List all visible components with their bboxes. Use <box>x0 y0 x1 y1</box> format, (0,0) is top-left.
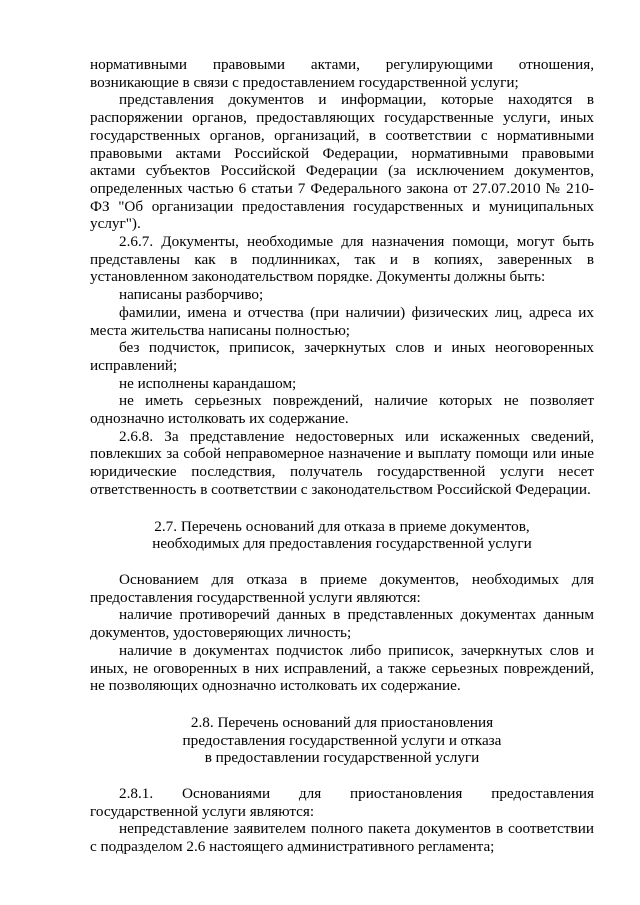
paragraph-2-8-1: 2.8.1. Основаниями для приостановления предоставления государственной услуги являются: <box>90 785 594 820</box>
list-item-no-damage: не иметь серьезных повреждений, наличие которых не позволяет однозначно истолковать их содержание. <box>90 392 594 428</box>
section-heading-2-8-line1: 2.8. Перечень оснований для приостановления <box>190 713 494 731</box>
paragraph-2-6-8: 2.6.8. За представление недостоверных или искаженных сведений, повлекших за собой неправомерное назначение и выплату помощи или иные юридические последствия, получатель государственной услуги несет ответственность в соответствии с законодательством Российской Федерации. <box>90 427 594 498</box>
list-item-not-pencil: не исполнены карандашом; <box>119 374 297 392</box>
list-item-legible: написаны разборчиво; <box>119 286 264 304</box>
list-item-contradictions: наличие противоречий данных в представленных документах данным документов, удостоверяющих личность; <box>90 606 594 642</box>
section-heading-2-7-line2: необходимых для предоставления государственной услуги <box>152 535 532 553</box>
paragraph-documents-info: представления документов и информации, которые находятся в распоряжении органов, предоставляющих государственные услуги, иных государственных органов, организаций, в соответствии с нормативными правовыми актами Российской Федерации, нормативными правовыми актами субъектов Российской Федерации (за исключением документов, определенных частью 6 статьи 7 Федерального закона от 27.07.2010 № 210-ФЗ "Об организации предоставления государственных и муниципальных услуг"). <box>90 91 594 233</box>
document-page <box>90 56 594 856</box>
list-item-full-names: фамилии, имена и отчества (при наличии) физических лиц, адреса их места жительства написаны полностью; <box>90 303 594 339</box>
section-heading-2-8-line3: в предоставлении государственной услуги <box>204 749 480 767</box>
list-item-no-erasures: без подчисток, приписок, зачеркнутых слов и иных неоговоренных исправлений; <box>90 339 594 374</box>
paragraph-2-6-7: 2.6.7. Документы, необходимые для назначения помощи, могут быть представлены как в подлинниках, так и в копиях, заверенных в установленном законодательством порядке. Документы должны быть: <box>90 233 594 286</box>
list-item-incomplete-package: непредставление заявителем полного пакета документов в соответствии с подразделом 2.6 настоящего административного регламента; <box>90 820 594 856</box>
paragraph-refusal-grounds: Основанием для отказа в приеме документов, необходимых для предоставления государственной услуги являются: <box>90 570 594 606</box>
section-heading-2-7-line1: 2.7. Перечень оснований для отказа в приеме документов, <box>154 517 530 535</box>
list-item-erasures: наличие в документах подчисток либо приписок, зачеркнутых слов и иных, не оговоренных в них исправлений, а также серьезных повреждений, не позволяющих однозначно истолковать их содержание. <box>90 641 594 695</box>
paragraph-legal-acts: нормативными правовыми актами, регулирующими отношения, возникающие в связи с предоставлением государственной услуги; <box>90 56 594 91</box>
section-heading-2-8-line2: предоставления государственной услуги и отказа <box>182 731 502 749</box>
